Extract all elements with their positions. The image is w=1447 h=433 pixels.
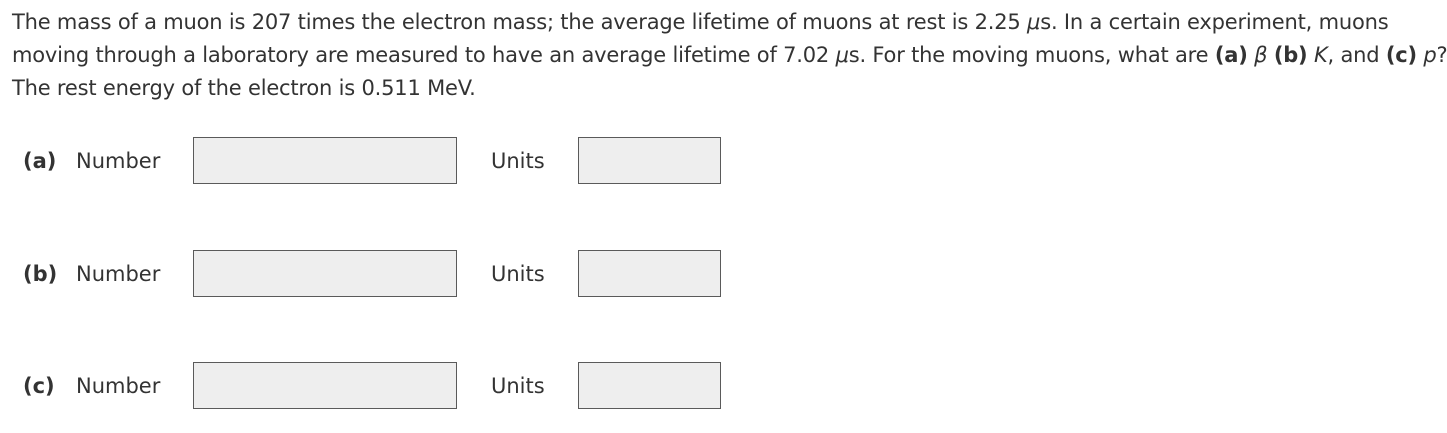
units-select[interactable] bbox=[578, 362, 721, 409]
question-text-segment: s. For the moving muons, what are bbox=[848, 43, 1215, 67]
k-symbol: K bbox=[1313, 43, 1328, 67]
number-input[interactable] bbox=[193, 250, 457, 297]
units-label: Units bbox=[491, 262, 545, 286]
units-label: Units bbox=[491, 149, 545, 173]
units-select[interactable] bbox=[578, 137, 721, 184]
answer-row-a bbox=[0, 137, 740, 187]
units-label: Units bbox=[491, 374, 545, 398]
mu-symbol: μ bbox=[1027, 10, 1041, 34]
question-line-3: The rest energy of the electron is 0.511 MeV. bbox=[12, 76, 476, 100]
question-text bbox=[12, 6, 1447, 105]
part-label: (b) bbox=[23, 262, 58, 286]
number-label: Number bbox=[76, 374, 161, 398]
part-b-ref: (b) bbox=[1273, 43, 1308, 67]
number-label: Number bbox=[76, 149, 161, 173]
number-label: Number bbox=[76, 262, 161, 286]
number-input[interactable] bbox=[193, 362, 457, 409]
part-c-ref: (c) bbox=[1385, 43, 1417, 67]
answer-row-b bbox=[0, 250, 740, 300]
question-line-2 bbox=[12, 39, 1447, 72]
question-text-segment: s. In a certain experiment, muons bbox=[1040, 10, 1389, 34]
answer-row-c bbox=[0, 362, 740, 412]
number-input[interactable] bbox=[193, 137, 457, 184]
units-select[interactable] bbox=[578, 250, 721, 297]
question-text-segment: , and bbox=[1327, 43, 1386, 67]
part-a-ref: (a) bbox=[1214, 43, 1248, 67]
question-text-segment: moving through a laboratory are measured to have an average lifetime of 7.02 bbox=[12, 43, 836, 67]
part-label: (a) bbox=[23, 149, 57, 173]
question-line-1 bbox=[12, 6, 1397, 39]
question-mark: ? bbox=[1436, 43, 1447, 67]
p-symbol: p bbox=[1423, 43, 1437, 67]
part-label: (c) bbox=[23, 374, 55, 398]
question-text-segment: The mass of a muon is 207 times the electron mass; the average lifetime of muons at rest is 2.25 bbox=[12, 10, 1028, 34]
mu-symbol: μ bbox=[835, 43, 849, 67]
beta-symbol: β bbox=[1254, 43, 1268, 67]
